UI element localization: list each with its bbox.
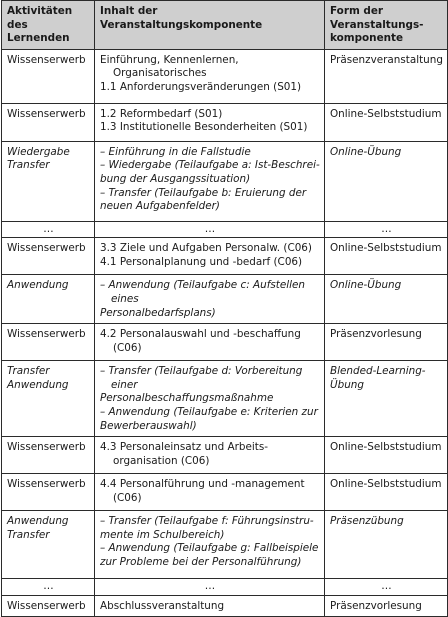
table-row bbox=[2, 361, 448, 437]
activity-label: Anwendung bbox=[7, 279, 69, 292]
content-line: – Anwendung (Teilaufgabe c: Aufstellen eines bbox=[100, 279, 305, 305]
content-item bbox=[100, 279, 320, 320]
table-row bbox=[2, 238, 448, 275]
activity-cell bbox=[2, 511, 95, 579]
content-item bbox=[100, 542, 320, 569]
activity-label: Wiedergabe bbox=[7, 145, 70, 158]
ellipsis-cell: … bbox=[325, 221, 448, 238]
content-line: zur Probleme bei der Personalführung) bbox=[100, 555, 302, 568]
content-line: Organisatorisches bbox=[113, 67, 207, 80]
activity-label: Wissenserwerb bbox=[7, 242, 86, 255]
activity-label: Wissenserwerb bbox=[7, 599, 86, 612]
content-line: – Transfer (Teilaufgabe f: Führungsinstru- bbox=[100, 515, 314, 528]
activity-cell bbox=[2, 275, 95, 324]
activity-cell bbox=[2, 103, 95, 141]
content-line: (C06) bbox=[113, 341, 142, 354]
ellipsis-row bbox=[2, 579, 448, 596]
content-cell bbox=[95, 437, 325, 474]
activity-cell bbox=[2, 595, 95, 617]
content-line: Personalbeschaffungsmaßnahme bbox=[100, 392, 274, 405]
content-line: neuen Aufgabenfelder) bbox=[100, 200, 220, 213]
content-cell bbox=[95, 324, 325, 361]
content-item bbox=[100, 406, 320, 433]
activity-cell bbox=[2, 238, 95, 275]
ellipsis-cell: … bbox=[95, 579, 325, 596]
activity-cell bbox=[2, 49, 95, 103]
form-cell: Präsenzvorlesung bbox=[325, 595, 448, 617]
ellipsis-cell: … bbox=[2, 221, 95, 238]
table-row bbox=[2, 275, 448, 324]
content-item bbox=[100, 515, 320, 542]
content-line: 4.1 Personalplanung und -bedarf (C06) bbox=[100, 255, 303, 268]
content-item bbox=[100, 159, 320, 186]
content-line: bung der Ausgangssituation) bbox=[100, 172, 251, 185]
header-form: Form der Veranstaltungs-komponente bbox=[325, 1, 448, 50]
content-line: – Transfer (Teilaufgabe b: Eruierung der bbox=[100, 186, 307, 199]
activity-label: Wissenserwerb bbox=[7, 107, 86, 120]
activity-label: Anwendung bbox=[7, 515, 69, 528]
header-content: Inhalt der Veranstaltungskomponente bbox=[95, 1, 325, 50]
content-line: 4.2 Personalauswahl und -beschaffung bbox=[100, 328, 301, 341]
activity-label: Wissenserwerb bbox=[7, 478, 86, 491]
activity-cell bbox=[2, 437, 95, 474]
content-line: mente im Schulbereich) bbox=[100, 528, 225, 541]
content-item bbox=[100, 146, 320, 160]
content-cell bbox=[95, 595, 325, 617]
activity-label: Wissenserwerb bbox=[7, 328, 86, 341]
table-row bbox=[2, 324, 448, 361]
content-line: – Transfer (Teilaufgabe d: Vorbereitung einer bbox=[100, 365, 303, 391]
ellipsis-cell: … bbox=[2, 579, 95, 596]
activity-label: Anwendung bbox=[7, 378, 69, 391]
table-row bbox=[2, 595, 448, 617]
content-line: – Anwendung (Teilaufgabe e: Kriterien zur bbox=[100, 405, 318, 418]
content-line: 4.4 Personalführung und -management bbox=[100, 478, 305, 491]
form-cell: Online-Übung bbox=[325, 141, 448, 221]
content-line: (C06) bbox=[113, 491, 142, 504]
form-cell: Online-Selbststudium bbox=[325, 474, 448, 511]
table-row bbox=[2, 103, 448, 141]
content-line: – Wiedergabe (Teilaufgabe a: Ist-Beschrei- bbox=[100, 159, 320, 172]
content-cell bbox=[95, 275, 325, 324]
activity-label: Transfer bbox=[7, 159, 50, 172]
content-line: 1.1 Anforderungsveränderungen (S01) bbox=[100, 80, 302, 93]
form-cell: Präsenzveranstaltung bbox=[325, 49, 448, 103]
content-cell bbox=[95, 141, 325, 221]
table-row bbox=[2, 437, 448, 474]
ellipsis-row bbox=[2, 221, 448, 238]
header-activities: Aktivitäten des Lernenden bbox=[2, 1, 95, 50]
content-line: Abschlussveranstaltung bbox=[100, 599, 225, 612]
activity-label: Transfer bbox=[7, 528, 50, 541]
form-cell: Online-Selbststudium bbox=[325, 103, 448, 141]
form-cell: Online-Übung bbox=[325, 275, 448, 324]
ellipsis-cell: … bbox=[325, 579, 448, 596]
activity-label: Wissenserwerb bbox=[7, 441, 86, 454]
content-line: – Anwendung (Teilaufgabe g: Fallbeispiele bbox=[100, 542, 319, 555]
activity-label: Transfer bbox=[7, 365, 50, 378]
content-item bbox=[100, 365, 320, 406]
activity-cell bbox=[2, 361, 95, 437]
content-cell bbox=[95, 361, 325, 437]
table-header-row bbox=[2, 1, 448, 50]
activity-label: Wissenserwerb bbox=[7, 53, 86, 66]
table-row bbox=[2, 474, 448, 511]
content-item bbox=[100, 187, 320, 214]
form-cell: Präsenzvorlesung bbox=[325, 324, 448, 361]
form-cell: Online-Selbststudium bbox=[325, 238, 448, 275]
ellipsis-cell: … bbox=[95, 221, 325, 238]
content-cell bbox=[95, 103, 325, 141]
form-cell: Präsenzübung bbox=[325, 511, 448, 579]
course-component-table bbox=[1, 0, 448, 617]
table-row bbox=[2, 511, 448, 579]
table-row bbox=[2, 49, 448, 103]
activity-cell bbox=[2, 324, 95, 361]
content-line: organisation (C06) bbox=[113, 454, 210, 467]
content-line: 4.3 Personaleinsatz und Arbeits- bbox=[100, 441, 269, 454]
activity-cell bbox=[2, 474, 95, 511]
content-line: 3.3 Ziele und Aufgaben Personalw. (C06) bbox=[100, 242, 312, 255]
content-line: Personalbedarfsplans) bbox=[100, 306, 216, 319]
content-cell bbox=[95, 474, 325, 511]
content-line: – Einführung in die Fallstudie bbox=[100, 145, 251, 158]
form-cell: Blended-Learning-Übung bbox=[325, 361, 448, 437]
activity-cell bbox=[2, 141, 95, 221]
content-line: 1.3 Institutionelle Besonderheiten (S01) bbox=[100, 121, 308, 134]
table-row bbox=[2, 141, 448, 221]
form-cell: Online-Selbststudium bbox=[325, 437, 448, 474]
content-cell bbox=[95, 511, 325, 579]
content-cell bbox=[95, 49, 325, 103]
content-line: Einführung, Kennenlernen, bbox=[100, 53, 239, 66]
content-line: 1.2 Reformbedarf (S01) bbox=[100, 107, 223, 120]
content-cell bbox=[95, 238, 325, 275]
content-line: Bewerberauswahl) bbox=[100, 419, 197, 432]
